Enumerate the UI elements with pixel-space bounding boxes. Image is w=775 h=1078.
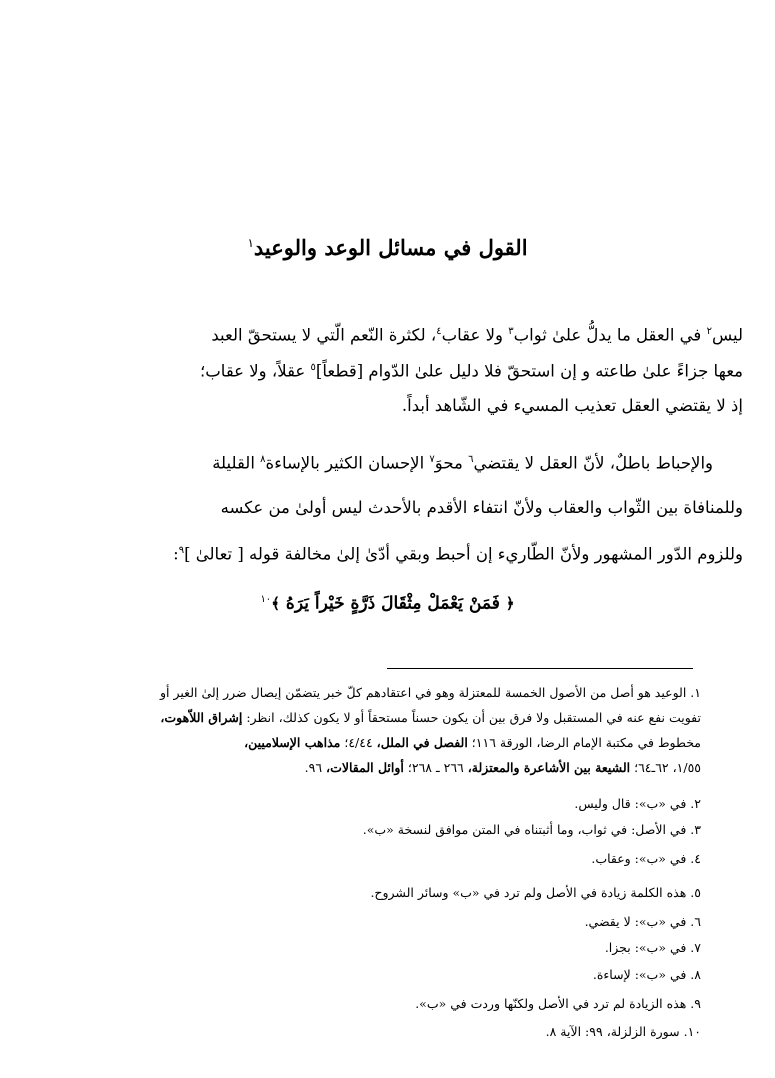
footnote-7: ٧. في «ب»: بجزا. — [604, 940, 701, 955]
chapter-title-text: القول في مسائل الوعد والوعيد — [253, 235, 528, 260]
footnote-ref-10: ١٠ — [260, 594, 272, 605]
footnote-6: ٦. في «ب»: لا يقضي. — [584, 914, 701, 929]
footnote-separator — [387, 668, 693, 669]
quran-verse — [0, 585, 775, 619]
footnote-1-line-4 — [61, 758, 701, 778]
body-text: ليس — [711, 325, 743, 345]
source-title: إشراق اللاّهوت، — [160, 710, 243, 725]
footnote-ref-4: ٤ — [436, 326, 442, 337]
footnote-1-line-1: ١. الوعيد هو أصل من الأصول الخمسة للمعتزلة وهو في اعتقادهم كلّ خبر يتضمّن إيصال ضرر إلىٰ الغير أو — [160, 685, 701, 700]
footnote-2: ٢. في «ب»: قال وليس. — [574, 796, 701, 811]
body-text: : — [173, 544, 179, 564]
verse-text: فَمَنْ يَعْمَلْ مِثْقَالَ ذَرَّةٍ خَيْراً يَرَهُ — [285, 593, 500, 614]
footnote-ref-1: ١ — [247, 236, 254, 250]
footnote-5: ٥. هذه الكلمة زيادة في الأصل ولم ترد في «ب» وسائر الشروح. — [370, 885, 701, 900]
body-text: ، لكثرة النّعم الّتي لا يستحقّ العبد — [211, 325, 437, 345]
footnote-text: مخطوط في مكتبة الإمام الرضا، الورقة ١١٦؛ — [471, 735, 701, 750]
footnote-4: ٤. في «ب»: وعقاب. — [591, 851, 701, 866]
footnote-ref-3: ٣ — [508, 326, 514, 337]
body-text: والإحباط باطلٌ، لأنّ العقل لا يقتضي — [473, 453, 713, 473]
footnote-text: تفويت نفع عنه في المستقبل ولا فرق بين أن يكون حسناً مستحقاً أو لا يكون كذلك، انظر: — [246, 710, 701, 725]
footnote-ref-2: ٢ — [706, 326, 712, 337]
body-line-6 — [53, 537, 743, 569]
body-line-5: وللمنافاة بين الثّواب والعقاب ولأنّ انتفاء الأقدم بالأحدث ليس أولىٰ من عكسه — [220, 498, 743, 517]
body-text: في العقل ما يدلُّ علىٰ ثواب — [513, 325, 702, 345]
body-text: القليلة — [212, 453, 255, 473]
source-title: أوائل المقالات، — [326, 760, 404, 775]
body-text: محوَ — [434, 453, 463, 473]
footnote-text: ٤/٤٤؛ — [344, 735, 373, 750]
footnote-text: ٩٦. — [304, 760, 323, 775]
body-text: عقلاً، ولا عقاب؛ — [200, 361, 306, 381]
source-title: الشيعة بين الأشاعرة والمعتزلة، — [467, 760, 631, 775]
verse-close-bracket: ﴾ — [271, 594, 280, 613]
source-title: الفصل في الملل، — [376, 735, 468, 750]
footnote-text: ١/٥٥، ٦٢ـ٦٤؛ — [634, 760, 701, 775]
footnote-1-line-2 — [61, 708, 701, 728]
body-line-1 — [53, 318, 743, 350]
footnote-ref-9: ٩ — [178, 545, 185, 556]
footnote-10: ١٠. سورة الزلزلة، ٩٩: الآية ٨. — [545, 1024, 701, 1039]
footnote-ref-8: ٨ — [260, 454, 266, 465]
chapter-title — [0, 228, 775, 263]
footnote-8: ٨. في «ب»: لإساءة. — [592, 967, 701, 982]
source-title: مذاهب الإسلاميين، — [244, 735, 341, 750]
footnote-ref-6: ٦ — [468, 454, 474, 465]
footnote-ref-7: ٧ — [429, 454, 435, 465]
footnote-1-line-3 — [61, 733, 701, 753]
body-text: معها جزاءً علىٰ طاعته و إن استحقّ فلا دليل علىٰ الدّوام [قطعاً] — [315, 361, 743, 381]
body-text: ولا عقاب — [441, 325, 504, 345]
verse-open-bracket: ﴿ — [505, 594, 515, 613]
footnote-9: ٩. هذه الزيادة لم ترد في الأصل ولكنّها وردت في «ب». — [415, 996, 701, 1011]
body-text: الإحسان الكثير بالإساءة — [265, 453, 425, 473]
footnote-3: ٣. في الأصل: في ثواب، وما أثبتناه في المتن موافق لنسخة «ب». — [362, 822, 701, 837]
body-text: وللزوم الدّور المشهور ولأنّ الطّاريء إن أحبط وبقي أدّىٰ إلىٰ مخالفة قوله [ تعالىٰ ] — [184, 544, 743, 564]
footnote-ref-5: ٥ — [310, 362, 316, 373]
body-line-2 — [53, 354, 743, 386]
body-line-3: إذ لا يقتضي العقل تعذيب المسيء في الشّاهد أبداً. — [401, 396, 743, 415]
body-line-4 — [53, 446, 713, 478]
footnote-text: ٢٦٦ ـ ٢٦٨؛ — [407, 760, 464, 775]
